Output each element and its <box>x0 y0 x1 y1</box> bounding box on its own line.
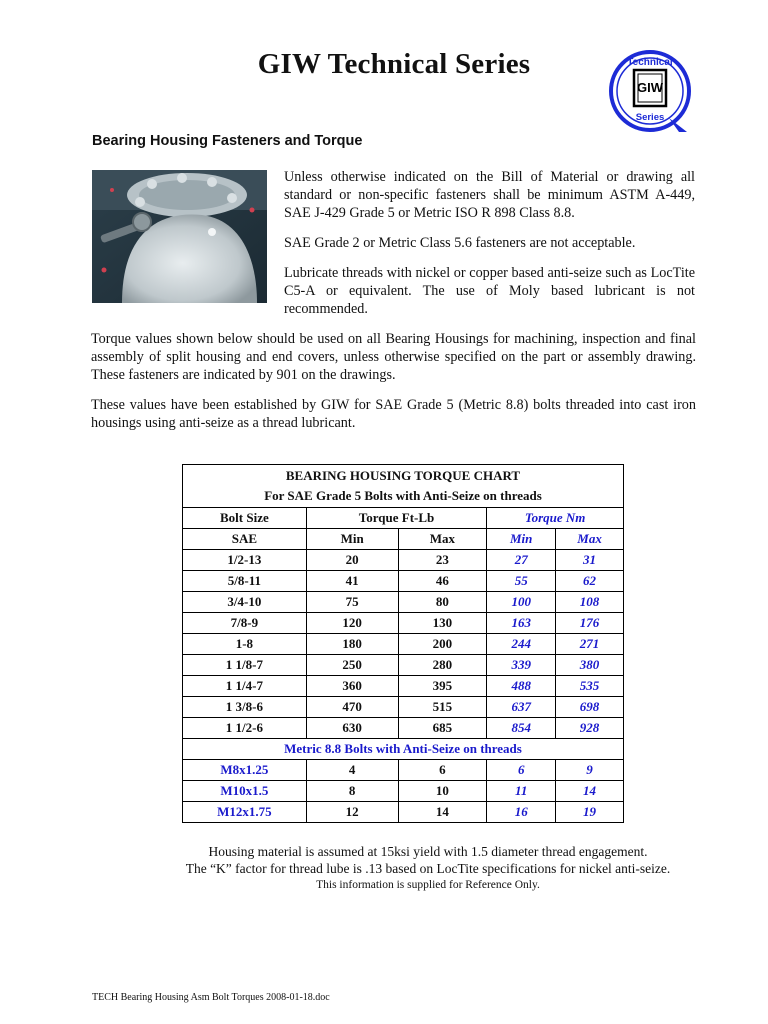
nm-max-cell: 271 <box>556 634 624 655</box>
torque-chart-table <box>182 464 624 823</box>
bolt-size-cell: M10x1.5 <box>183 781 307 802</box>
page-title: GIW Technical Series <box>257 48 531 80</box>
group-header-torque-nm: Torque Nm <box>487 508 624 529</box>
ftlb-min-cell: 120 <box>306 613 398 634</box>
ftlb-min-cell: 4 <box>306 760 398 781</box>
col-header-ftlb-max: Max <box>398 529 487 550</box>
sae-table-row <box>183 550 624 571</box>
ftlb-min-cell: 470 <box>306 697 398 718</box>
nm-min-cell: 339 <box>487 655 556 676</box>
bolt-size-cell: 1-8 <box>183 634 307 655</box>
sae-table-row <box>183 592 624 613</box>
nm-min-cell: 16 <box>487 802 556 823</box>
nm-max-cell: 176 <box>556 613 624 634</box>
metric-table-row <box>183 781 624 802</box>
sae-table-row <box>183 697 624 718</box>
col-header-ftlb-min: Min <box>306 529 398 550</box>
ftlb-min-cell: 180 <box>306 634 398 655</box>
group-header-bolt-size: Bolt Size <box>183 508 307 529</box>
note-line-reference: This information is supplied for Reference Only. <box>316 879 540 891</box>
ftlb-max-cell: 23 <box>398 550 487 571</box>
table-title-row <box>183 465 624 487</box>
ftlb-max-cell: 80 <box>398 592 487 613</box>
nm-max-cell: 19 <box>556 802 624 823</box>
ftlb-min-cell: 41 <box>306 571 398 592</box>
nm-min-cell: 637 <box>487 697 556 718</box>
body-paragraph: These values have been established by GIW for SAE Grade 5 (Metric 8.8) bolts threaded into cast iron housings using anti-seize as a thread lubricant. <box>91 397 696 431</box>
nm-max-cell: 928 <box>556 718 624 739</box>
group-header-torque-ftlb: Torque Ft-Lb <box>306 508 487 529</box>
ftlb-max-cell: 395 <box>398 676 487 697</box>
bolt-size-cell: M12x1.75 <box>183 802 307 823</box>
metric-section-header: Metric 8.8 Bolts with Anti-Seize on threads <box>183 739 624 760</box>
giw-technical-series-logo <box>607 48 693 134</box>
sae-table-row <box>183 676 624 697</box>
bolt-size-cell: 1 3/8-6 <box>183 697 307 718</box>
metric-header-row <box>183 739 624 760</box>
sae-table-row <box>183 634 624 655</box>
metric-table-row <box>183 760 624 781</box>
nm-max-cell: 62 <box>556 571 624 592</box>
ftlb-max-cell: 515 <box>398 697 487 718</box>
nm-max-cell: 698 <box>556 697 624 718</box>
bolt-size-cell: 3/4-10 <box>183 592 307 613</box>
table-column-header-row <box>183 529 624 550</box>
logo-text-bottom: Series <box>635 112 665 123</box>
ftlb-min-cell: 12 <box>306 802 398 823</box>
logo-text-top: Technical <box>627 57 673 68</box>
col-header-nm-min: Min <box>487 529 556 550</box>
bolt-size-cell: 5/8-11 <box>183 571 307 592</box>
intro-paragraph: SAE Grade 2 or Metric Class 5.6 fasteners are not acceptable. <box>284 235 636 251</box>
bolt-size-cell: 7/8-9 <box>183 613 307 634</box>
ftlb-max-cell: 6 <box>398 760 487 781</box>
logo-text-mid: GIW <box>637 80 663 95</box>
nm-max-cell: 14 <box>556 781 624 802</box>
bearing-housing-photo <box>92 170 267 303</box>
ftlb-max-cell: 10 <box>398 781 487 802</box>
nm-min-cell: 854 <box>487 718 556 739</box>
sae-table-row <box>183 571 624 592</box>
ftlb-max-cell: 130 <box>398 613 487 634</box>
nm-min-cell: 6 <box>487 760 556 781</box>
note-line: Housing material is assumed at 15ksi yield with 1.5 diameter thread engagement. <box>208 844 648 859</box>
nm-min-cell: 488 <box>487 676 556 697</box>
body-text <box>91 330 696 444</box>
bolt-size-cell: M8x1.25 <box>183 760 307 781</box>
section-title: Bearing Housing Fasteners and Torque <box>92 133 363 149</box>
ftlb-min-cell: 630 <box>306 718 398 739</box>
nm-max-cell: 535 <box>556 676 624 697</box>
ftlb-max-cell: 685 <box>398 718 487 739</box>
bolt-size-cell: 1 1/2-6 <box>183 718 307 739</box>
nm-min-cell: 11 <box>487 781 556 802</box>
bolt-size-cell: 1/2-13 <box>183 550 307 571</box>
body-paragraph: Torque values shown below should be used on all Bearing Housings for machining, inspection and final assembly of split housing and end covers, unless otherwise specified on the part or assembly drawing. These fasteners are indicated by 901 on the drawings. <box>91 331 696 383</box>
ftlb-min-cell: 75 <box>306 592 398 613</box>
sae-table-row <box>183 655 624 676</box>
nm-min-cell: 27 <box>487 550 556 571</box>
nm-max-cell: 108 <box>556 592 624 613</box>
ftlb-min-cell: 8 <box>306 781 398 802</box>
ftlb-min-cell: 20 <box>306 550 398 571</box>
table-subtitle: For SAE Grade 5 Bolts with Anti-Seize on threads <box>183 486 624 508</box>
sae-table-row <box>183 613 624 634</box>
nm-max-cell: 380 <box>556 655 624 676</box>
footer-filename: TECH Bearing Housing Asm Bolt Torques 2008-01-18.doc <box>92 992 330 1003</box>
col-header-sae: SAE <box>183 529 307 550</box>
nm-min-cell: 55 <box>487 571 556 592</box>
intro-paragraph: Unless otherwise indicated on the Bill of Material or drawing all standard or non-specific fasteners shall be minimum ASTM A-449, SAE J-429 Grade 5 or Metric ISO R 898 Class 8.8. <box>284 169 695 221</box>
intro-paragraph: Lubricate threads with nickel or copper based anti-seize such as LocTite C5-A or equivalent. The use of Moly based lubricant is not recommended. <box>284 265 695 317</box>
nm-max-cell: 31 <box>556 550 624 571</box>
metric-table-row <box>183 802 624 823</box>
table-title: BEARING HOUSING TORQUE CHART <box>183 465 624 487</box>
ftlb-min-cell: 360 <box>306 676 398 697</box>
col-header-nm-max: Max <box>556 529 624 550</box>
bolt-size-cell: 1 1/8-7 <box>183 655 307 676</box>
notes <box>0 843 768 894</box>
ftlb-max-cell: 14 <box>398 802 487 823</box>
nm-max-cell: 9 <box>556 760 624 781</box>
bolt-size-cell: 1 1/4-7 <box>183 676 307 697</box>
intro-text <box>284 168 695 330</box>
nm-min-cell: 244 <box>487 634 556 655</box>
nm-min-cell: 163 <box>487 613 556 634</box>
table-group-header-row <box>183 508 624 529</box>
sae-table-row <box>183 718 624 739</box>
ftlb-max-cell: 46 <box>398 571 487 592</box>
ftlb-max-cell: 200 <box>398 634 487 655</box>
table-subtitle-row <box>183 486 624 508</box>
ftlb-min-cell: 250 <box>306 655 398 676</box>
note-line: The “K” factor for thread lube is .13 based on LocTite specifications for nickel anti-seize. <box>185 861 671 876</box>
nm-min-cell: 100 <box>487 592 556 613</box>
ftlb-max-cell: 280 <box>398 655 487 676</box>
